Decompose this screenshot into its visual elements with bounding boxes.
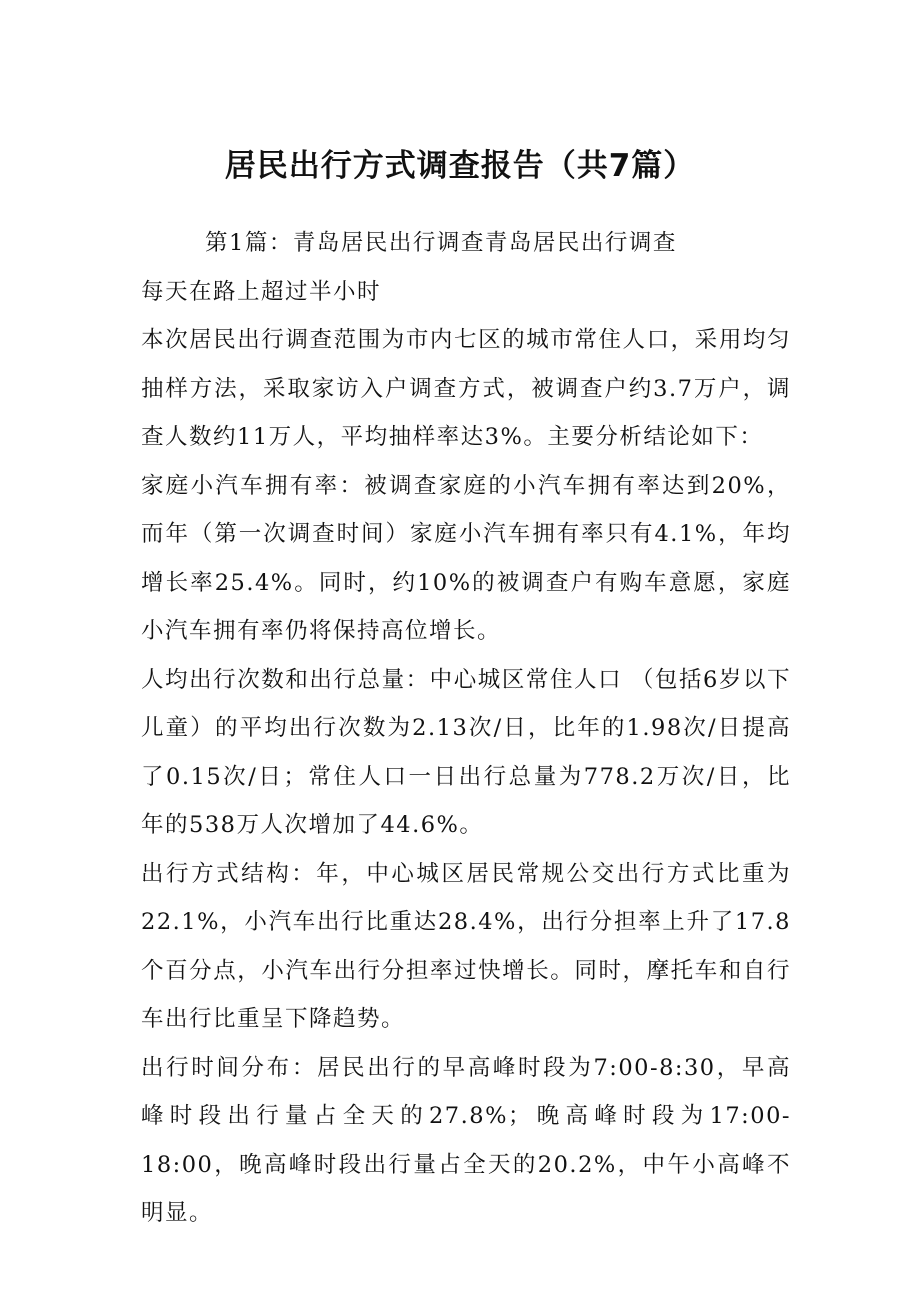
subheading: 每天在路上超过半小时	[141, 278, 382, 305]
paragraph-survey-scope: 本次居民出行调查范围为市内七区的城市常住人口，采用均匀抽样方法，采取家访入户调查方式，被调查户约3.7万户，调查人数约11万人，平均抽样率达3%。主要分析结论如下：	[141, 327, 791, 450]
paragraph-mode-structure: 出行方式结构：年，中心城区居民常规公交出行方式比重为22.1%，小汽车出行比重达28.4%，出行分担率上升了17.8个百分点，小汽车出行分担率过快增长。同时，摩托车和自行车出行比重呈下降趋势。	[141, 860, 791, 1032]
document-title: 居民出行方式调查报告（共7篇）	[224, 148, 696, 184]
section-heading: 第1篇：青岛居民出行调查青岛居民出行调查	[205, 230, 677, 256]
paragraph-car-ownership: 家庭小汽车拥有率：被调查家庭的小汽车拥有率达到20%，而年（第一次调查时间）家庭小汽车拥有率只有4.1%，年均增长率25.4%。同时，约10%的被调查户有购车意愿，家庭小汽车拥有率仍将保持高位增长。	[141, 472, 791, 644]
paragraph-trip-frequency: 人均出行次数和出行总量：中心城区常住人口 （包括6岁以下儿童）的平均出行次数为2.13次/日，比年的1.98次/日提高了0.15次/日；常住人口一日出行总量为778.2万次/日，比年的538万人次增加了44.6%。	[141, 666, 791, 838]
document-body	[141, 219, 791, 1238]
paragraph-time-distribution: 出行时间分布：居民出行的早高峰时段为7:00-8:30，早高峰时段出行量占全天的27.8%；晚高峰时段为17:00-18:00，晚高峰时段出行量占全天的20.2%，中午小高峰不明显。	[141, 1054, 791, 1226]
